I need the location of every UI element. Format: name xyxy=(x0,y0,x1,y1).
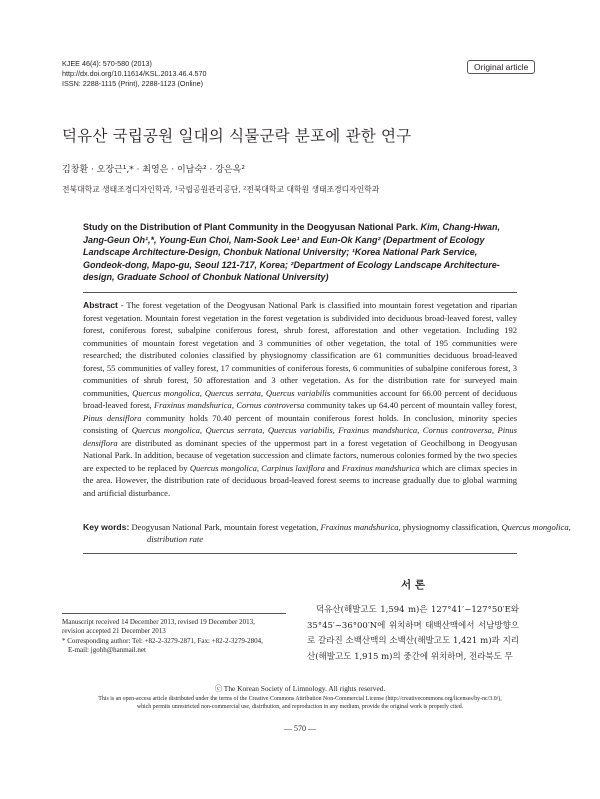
keywords: Key words: Deogyusan National Park, mountain forest vegetation, Fraxinus mandshurica, physiognomy classification, Quercus mongolica, distribution rate xyxy=(83,522,571,544)
affiliation-korean: 전북대학교 생태조경디자인학과, ¹국립공원관리공단, ²전북대학교 대학원 생태조경디자인학과 xyxy=(62,185,380,194)
issn: ISSN: 2288-1115 (Print), 2288-1123 (Online) xyxy=(62,79,204,88)
notes-divider xyxy=(62,613,286,614)
accepted-note: revision accepted 21 December 2013 xyxy=(62,627,166,636)
english-authors: Kim, Chang-Hwan, Jang-Geun Oh¹,*, Young-Eun Choi, Nam-Sook Lee¹ and Eun-Ok Kang² xyxy=(83,222,501,245)
english-affiliations: (Department of Ecology Landscape Architecture-Design, Chonbuk National University; ¹Korea National Park Service, Gondeok-dong, Mapo-gu, Seoul 121-717, Korea; ²Department of Ecology Landscape Architecture-design, Graduate School of Chonbuk National University) xyxy=(83,234,500,283)
intro-paragraph: 덕유산(해발고도 1,594 m)은 127°41′~127°50′E와 35°45′~36°00′N에 위치하며 태백산맥에서 서남방향으로 갈라진 소백산맥의 소백산(해발고도 1,421 m)과 지리산(해발고도 1,915 m)의 중간에 위치하며, 전라북도 무 xyxy=(307,605,519,662)
email-note[interactable]: E-mail: jgohh@hanmail.net xyxy=(68,645,146,654)
abstract-label: Abstract xyxy=(83,300,118,310)
journal-citation: KJEE 46(4): 570-580 (2013) xyxy=(62,59,152,68)
english-citation-block xyxy=(83,221,517,284)
divider-top xyxy=(83,292,517,293)
corresponding-note: * Corresponding author: Tel: +82-2-3279-2871, Fax: +82-2-3279-2804, xyxy=(62,636,263,645)
license-text: This is an open-access article distributed under the terms of the Creative Commons Attribution Non-Commercial License (http://creativecommons.org/licenses/by-nc/3.0/), which permits unrestricted non-commercial use, distribution, and reproduction in any medium, provide the original work is properly cited. xyxy=(98,696,502,711)
english-title: Study on the Distribution of Plant Community in the Deogyusan National Park. xyxy=(83,222,419,232)
divider-bottom xyxy=(83,553,517,554)
section-heading-intro: 서 론 xyxy=(401,579,425,591)
copyright: ⓒ The Korean Society of Limnology. All rights reserved. xyxy=(214,684,386,693)
authors-korean: 김창환 · 오장근¹,* · 최영은 · 이남숙² · 강은옥² xyxy=(62,165,245,175)
article-type-badge: Original article xyxy=(467,60,535,74)
manuscript-notes xyxy=(62,618,294,655)
abstract: Abstract - The forest vegetation of the Deogyusan National Park is classified into mountain forest vegetation and riparian forest vegetation. Mountain forest vegetation in the forest vegetation is subdivided into deciduous broad-leaved forest, valley forest, coniferous forest, subalpine coniferous forest, shrub forest, afforestation and other vegetation. Including 192 communities of mountain forest vegetation and 3 communities of other vegetation, the total of 195 communities were researched; the distributed colonies classified by physiognomy classification are 61 communities deciduous broad-leaved forest, 55 communities of valley forest, 17 communities of coniferous forests, 6 communities of subalpine coniferous forest, 3 communities of shrub forest, 50 afforestation and 3 other vegetation. As for the distribution rate for surveyed main communities, Quercus mongolica, Quercus serrata, Quercus variabilis communities account for 66.00 percent of deciduous broad-leaved forest, Fraxinus mandshurica, Cornus controversa community takes up 64.40 percent of mountain valley forest, Pinus densiflora community holds 70.40 percent of mountain coniferous forest holds. In conclusion, minority species consisting of Quercus mongolica, Quercus serrata, Quercus variabilis, Fraxinus mandshurica, Cornus controversa, Pinus densiflora are distributed as dominant species of the uppermost part in a forest vegetation of Geochilbong in Deogyusan National Park. In addition, because of vegetation succession and climate factors, numerous colonies formed by the two species are expected to be replaced by Quercus mongolica, Carpinus laxiflora and Fraxinus mandshurica which are climax species in the area. However, the distribution rate of deciduous broad-leaved forest seems to increase gradually due to global warming and artificial disturbance. xyxy=(83,300,518,498)
keywords-label: Key words: xyxy=(83,522,130,532)
received-note: Manuscript received 14 December 2013, revised 19 December 2013, xyxy=(62,618,255,626)
title-korean: 덕유산 국립공원 일대의 식물군락 분포에 관한 연구 xyxy=(62,127,412,145)
doi-link[interactable]: http://dx.doi.org/10.11614/KSL.2013.46.4.570 xyxy=(62,69,207,78)
page-number: — 570 — xyxy=(284,724,316,733)
